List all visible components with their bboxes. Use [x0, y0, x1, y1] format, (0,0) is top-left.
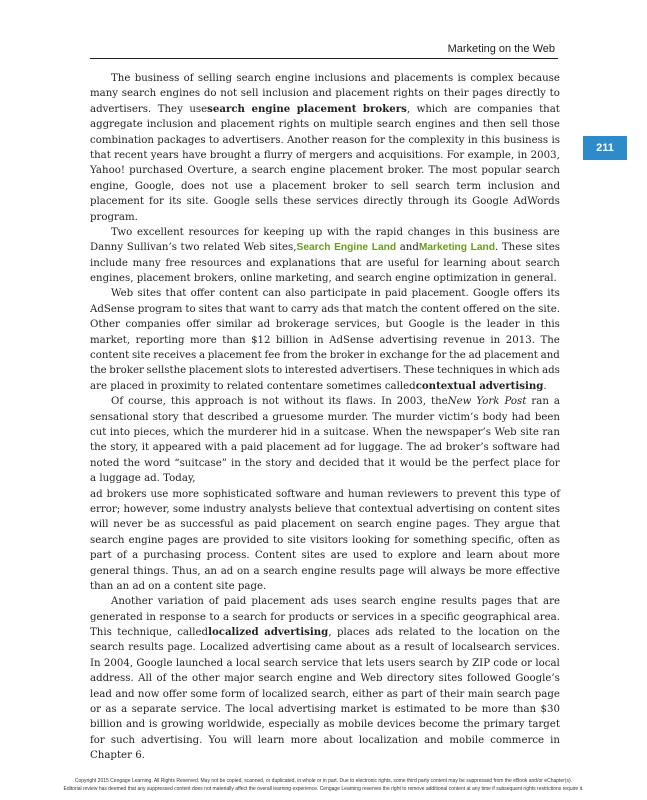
text-line: address. All of the other major search engine and Web directory sites followed Google’s [90, 673, 560, 685]
text-line: for such advertising. You will learn more about localization and mobile commerce in [90, 734, 560, 746]
text-line: the broker sellsthe placement slots to interested advertisers. These techniques in which ads [90, 365, 560, 377]
paragraph [90, 286, 560, 394]
text-line: This technique, calledlocalized advertising, places ads related to the location on the [90, 626, 560, 639]
text-line: than an ad on a content site page. [90, 580, 267, 592]
text-line: general things. Thus, an ad on a search engine results page will always be more effective [90, 565, 560, 577]
text-line: ad brokers use more sophisticated software and human reviewers to prevent this type of [90, 488, 560, 500]
copyright-line-2: Editorial review has deemed that any suppressed content does not materially affect the overall learning experience. Cengage Learning reserves the right to remove additional content at any time if subsequent rights restrictions require it. [63, 786, 584, 792]
text-line: that recent years have brought a flurry of mergers and acquisitions. For example, in 2003, [90, 149, 560, 161]
text-line: The business of selling search engine inclusions and placements is complex because [111, 73, 560, 84]
text-line: a luggage ad. Today, [90, 473, 196, 485]
running-head: Marketing on the Web [447, 43, 555, 55]
text-line: In 2004, Google launched a local search service that lets users search by ZIP code or local [90, 657, 560, 669]
text-line: Chapter 6. [90, 750, 145, 762]
text-line: lead and now offer some form of localized search, either as part of their main search page [90, 688, 560, 700]
text-line: billion and is growing worldwide, especially as mobile devices become the primary target [90, 719, 560, 731]
text-line: error; however, some industry analysts believe that contextual advertising on content sites [90, 503, 560, 515]
text-line: part of a purchasing process. Content sites are used to explore and learn about more [90, 550, 560, 562]
text-line: search engine pages are provided to site visitors looking for something specific, often as [90, 534, 560, 546]
text-line: Danny Sullivan’s two related Web sites,Search Engine Land andMarketing Land. These sites [90, 242, 560, 254]
text-line: Yahoo! purchased Overture, a search engine placement broker. The most popular search [90, 165, 560, 177]
text-line: market, reporting more than $12 billion in AdSense advertising revenue in 2013. The [90, 334, 560, 346]
text-line: search results page. Localized advertising came about as a result of localsearch services. [90, 642, 560, 654]
text-line: noted the word “suitcase” in the story and decided that it would be the perfect place for [90, 457, 560, 469]
text-line: combination packages to advertisers. Another reason for the complexity in this business is [90, 134, 560, 146]
text-line: will never be as successful as paid placement on search engine pages. They argue that [90, 519, 560, 531]
text-line: are placed in proximity to related contentare sometimes calledcontextual advertising. [90, 379, 547, 392]
text-line: Other companies offer similar ad brokerage services, but Google is the leader in this [90, 319, 560, 331]
text-line: many search engines do not sell inclusion and placement rights on their pages directly to [90, 88, 560, 100]
text-line: or as a separate service. The local advertising market is estimated to be more than $30 [90, 704, 560, 716]
body-text [90, 71, 560, 764]
text-line: AdSense program to sites that want to carry ads that match the content offered on the site. [90, 303, 560, 315]
text-line: Another variation of paid placement ads uses search engine results pages that are [111, 596, 560, 608]
paragraph [90, 225, 560, 287]
text-line: Two excellent resources for keeping up with the rapid changes in this business are [111, 226, 560, 238]
text-line: the story, it appeared with a paid placement ad for luggage. The ad broker’s software had [90, 442, 560, 454]
text-line: placement for its site. Google sells these services directly through its Google AdWords [90, 196, 560, 208]
paragraph [90, 487, 560, 595]
copyright-line-1: Copyright 2015 Cengage Learning. All Rights Reserved. May not be copied, scanned, or duplicated, in whole or in part. Due to electronic rights, some third party content may be suppressed from the eBook and/or eChapter(s). [74, 778, 573, 784]
text-line: engine, Google, does not use a placement broker to sell search term inclusion and [90, 180, 560, 192]
text-line: sensational story that described a gruesome murder. The murder victim’s body had been [90, 411, 560, 423]
paragraph [90, 594, 560, 763]
paragraph [90, 394, 560, 486]
text-line: program. [90, 211, 138, 223]
text-line: Web sites that offer content can also participate in paid placement. Google offers its [111, 288, 560, 300]
text-line: aggregate inclusion and placement rights on multiple search engines and then sell those [90, 119, 560, 131]
paragraph [90, 71, 560, 225]
header-rule [90, 58, 558, 59]
text-line: advertisers. They usesearch engine placement brokers, which are companies that [90, 102, 560, 115]
page-number-tab: 211 [583, 136, 627, 160]
text-line: content site receives a placement fee from the broker in exchange for the ad placement and [90, 350, 560, 362]
text-line: include many free resources and explanations that are useful for learning about search [90, 257, 560, 269]
text-line: Of course, this approach is not without its flaws. In 2003, theNew York Post ran a [111, 396, 560, 408]
text-line: cut into pieces, which the murderer hid in a suitcase. When the newspaper’s Web site ran [90, 426, 560, 438]
text-line: generated in response to a search for products or services in a specific geographical area. [90, 611, 560, 623]
copyright-footer [0, 777, 647, 793]
text-line: engines, placement brokers, online marketing, and search engine optimization in general. [90, 273, 557, 285]
